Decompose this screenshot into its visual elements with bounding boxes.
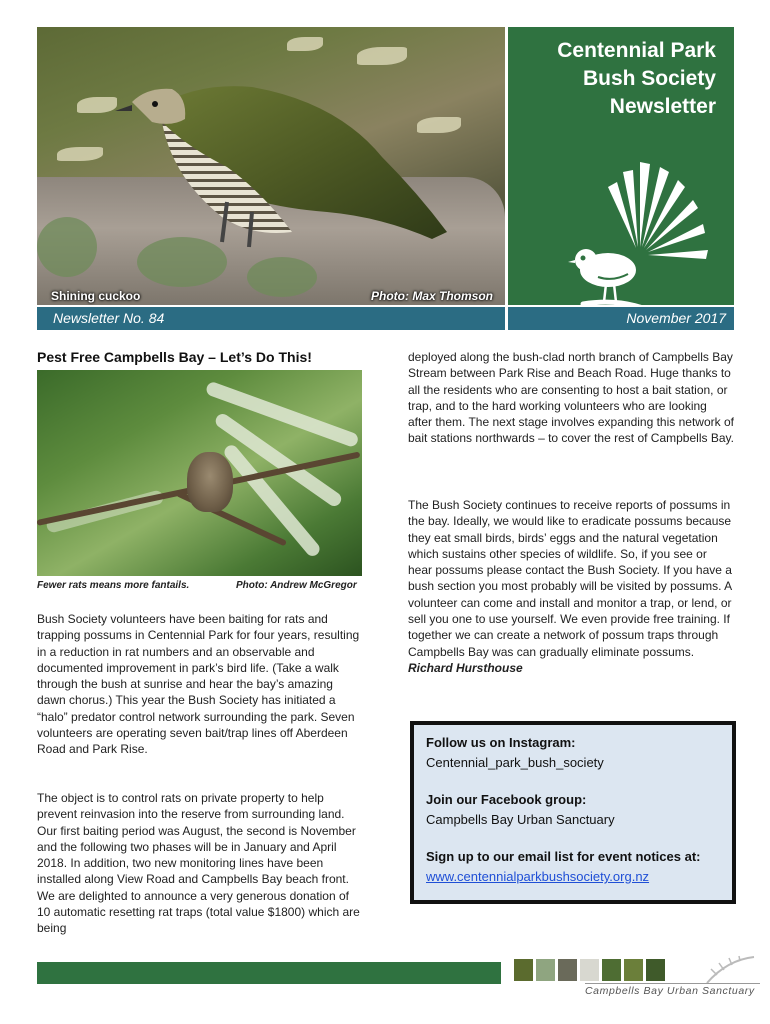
fantail-photo-caption: Fewer rats means more fantails. [37, 580, 190, 591]
footer-thumb-bird-icon [514, 959, 533, 981]
instagram-handle: Centennial_park_bush_society [426, 755, 604, 770]
footer-fern-icon [702, 955, 757, 985]
article-paragraph-3: deployed along the bush-clad north branch of Campbells Bay Stream between Park Rise and Beach Road. Huge thanks to all the residents who are consenting to host a bait station, or trap, and to the hard working volunteers who are looking after them. The next stage involves expanding this network of bait stations northwards – to cover the rest of Campbells Bay. [408, 350, 734, 446]
article-headline: Pest Free Campbells Bay – Let’s Do This! [37, 349, 312, 365]
footer-thumb-plant-icon [602, 959, 621, 981]
facebook-heading: Join our Facebook group: [426, 792, 587, 807]
hero-caption-species: Shining cuckoo [51, 289, 141, 303]
article-signature: Richard Hursthouse [408, 660, 523, 675]
fantail-photo [37, 370, 362, 576]
footer-thumb-shell-icon [558, 959, 577, 981]
article-paragraph-1: Bush Society volunteers have been baiting for rats and trapping possums in Centennial Park for four years, resulting in a reduction in rat numbers and an observable and documented improvement in park’s bird life. (Take a walk through the bush at sunrise and hear the bay’s amazing dawn chorus.) This year the Bush Society has initiated a “halo” predator control network surrounding the park. Seven volunteers are operating seven bait/trap lines off Aberdeen Road and Park Rise. [37, 612, 360, 757]
footer-logo [512, 955, 762, 1005]
article-paragraph-2: The object is to control rats on private property to help prevent reinvasion into the reserve from surrounding land. Our first baiting period was August, the second is November and the following two phases will be in January and April 2018. In addition, two new monitoring lines have been installed along View Road and Campbells Bay beach front. We are delighted to announce a very generous donation of 10 automatic resetting rat traps (total value $1800) which are being [37, 791, 360, 936]
instagram-heading: Follow us on Instagram: [426, 735, 576, 750]
fantail-photo-credit: Photo: Andrew McGregor [236, 580, 357, 591]
newsletter-title: Centennial Park Bush Society Newsletter [557, 39, 716, 118]
article-paragraph-4: The Bush Society continues to receive reports of possums in the bay. Ideally, we would like to eradicate possums because they eat small birds, birds’ eggs and the natural vegetation which sustains other species of wildlife. So, if you see or hear possums please contact the Bush Society. If you have a bush section you most probably will be visited by possums. A volunteer can come and install and monitor a trap, or lend, or sell you one to use yourself. We even provide free training. If together we can create a network of possum traps through Campbells Bay was can gradually eliminate possums. Richard Hursthouse [408, 498, 732, 675]
hero-photo [37, 27, 505, 305]
issue-number-bar: Newsletter No. 84 [37, 307, 505, 330]
footer-thumb-fantail-icon [580, 959, 599, 981]
website-link[interactable]: www.centennialparkbushsociety.org.nz [426, 869, 650, 884]
title-panel [508, 27, 734, 305]
email-heading: Sign up to our email list for event notices at: [426, 849, 701, 864]
footer-brand-text: Campbells Bay Urban Sanctuary [585, 985, 755, 997]
footer-bar [37, 962, 501, 984]
footer-thumb-fern-icon [536, 959, 555, 981]
fantail-logo-icon [568, 152, 718, 327]
facebook-group: Campbells Bay Urban Sanctuary [426, 812, 615, 827]
social-info-box [410, 721, 736, 904]
hero-caption-credit: Photo: Max Thomson [371, 289, 493, 303]
footer-thumb-bush-icon [646, 959, 665, 981]
cuckoo-bird-image [37, 27, 505, 305]
footer-thumb-leaf-icon [624, 959, 643, 981]
issue-date-bar: November 2017 [508, 307, 734, 330]
